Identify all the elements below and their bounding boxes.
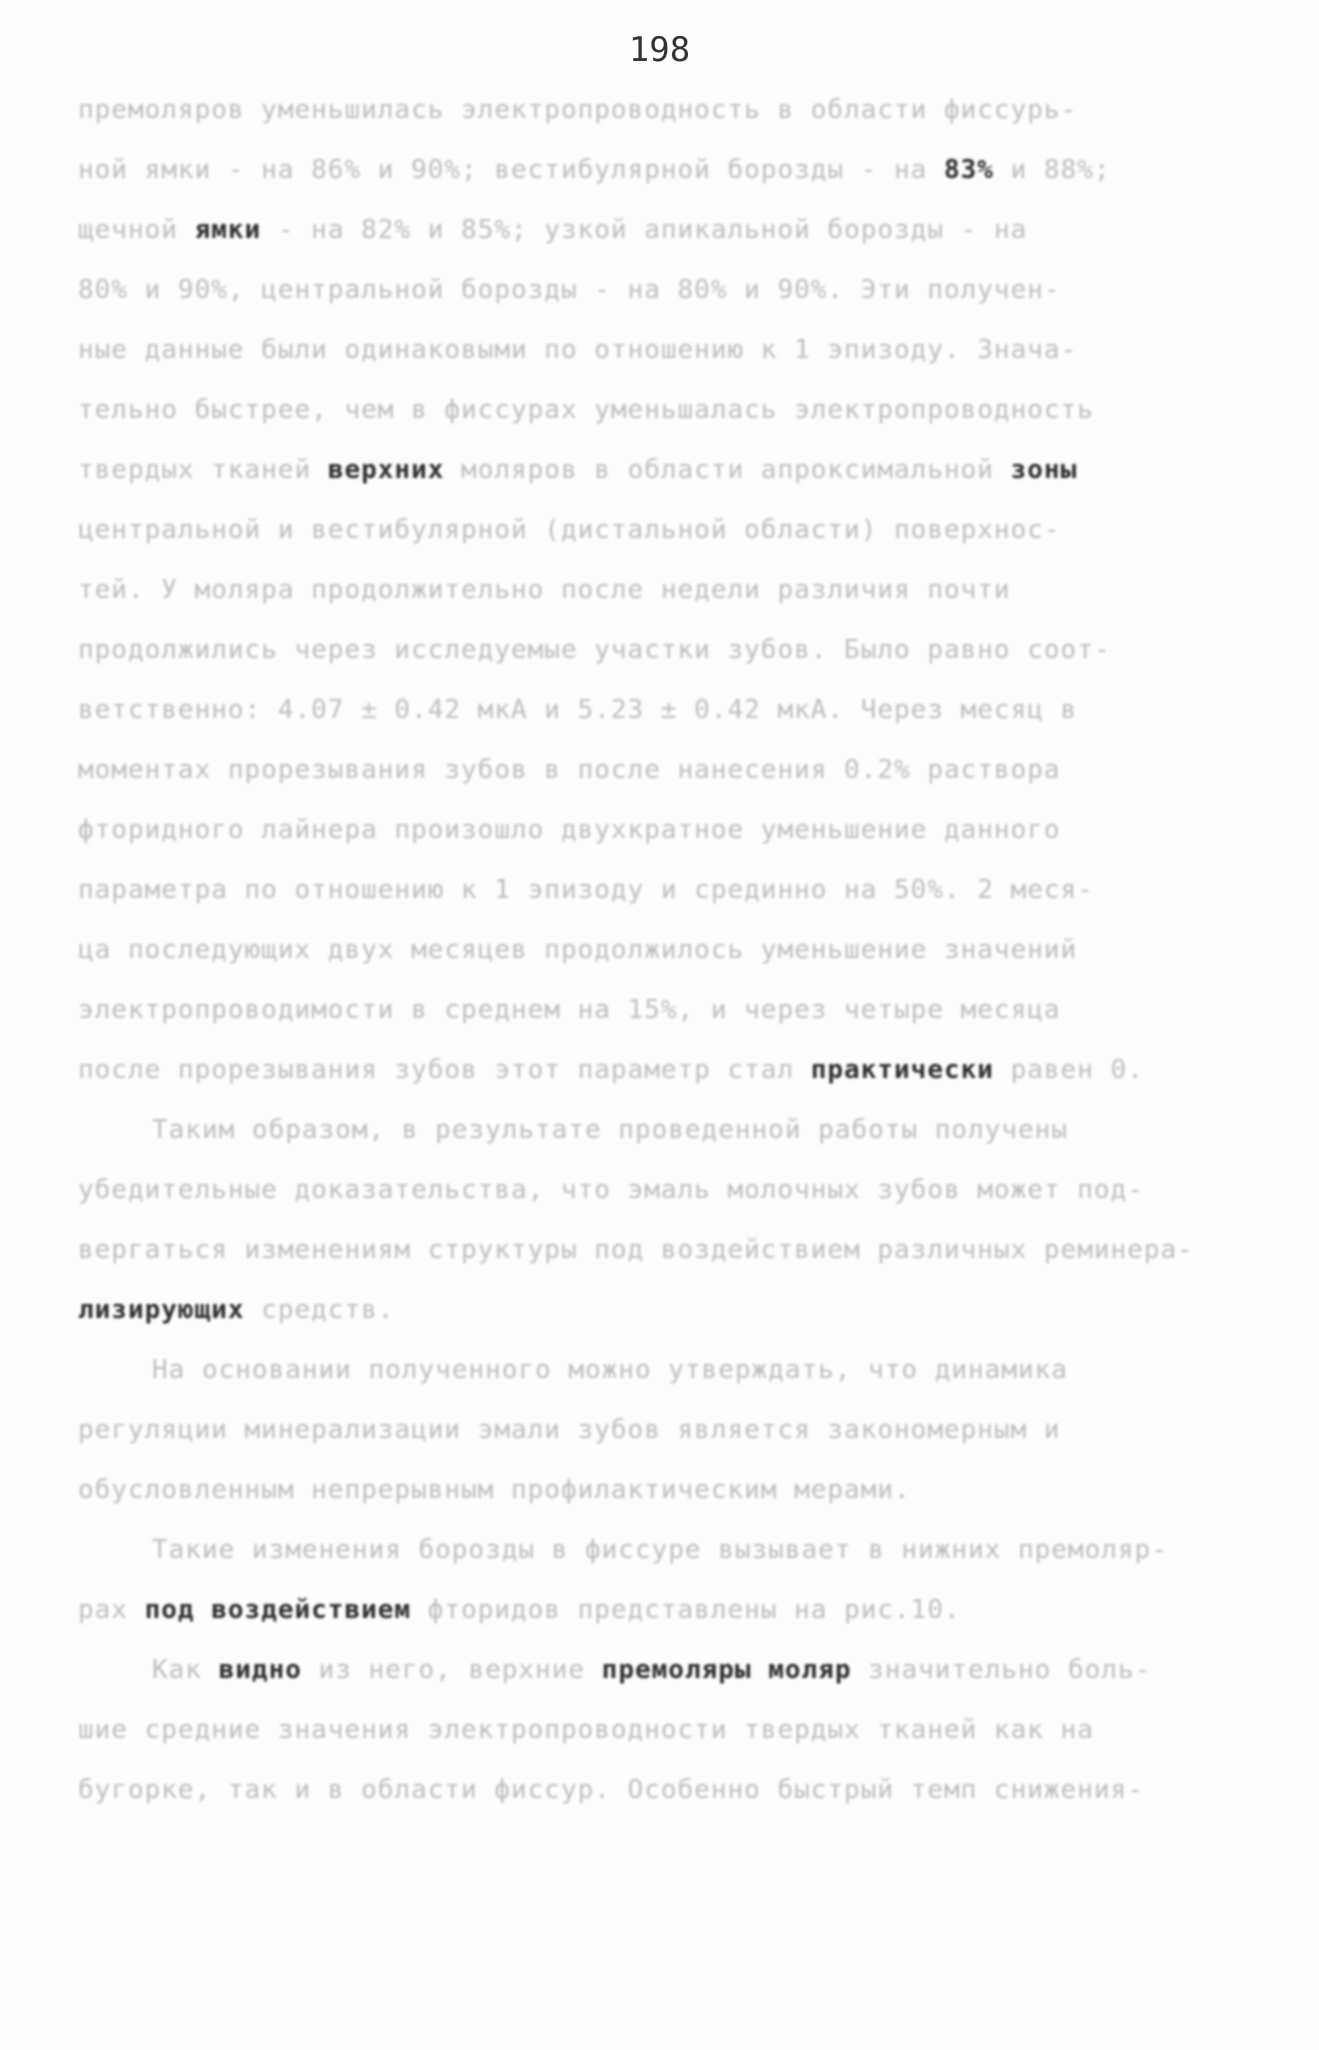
text-line: тей. У моляра продолжительно после недели различия почти — [78, 575, 1011, 605]
text-line: лизирующих средств. — [78, 1295, 395, 1325]
text-line: ветственно: 4.07 ± 0.42 мкА и 5.23 ± 0.42 мкА. Через месяц в — [78, 695, 1078, 725]
highlight-text: практически — [810, 1055, 994, 1085]
text-line: тельно быстрее, чем в фиссурах уменьшалась электропроводность — [78, 395, 1094, 425]
text-line: щечной ямки - на 82% и 85%; узкой апикальной борозды - на — [78, 215, 1028, 245]
highlight-text: ямки — [194, 215, 262, 245]
text-line: ной ямки - на 86% и 90%; вестибулярной борозды - на 83% и 88%; — [78, 155, 1111, 185]
text-line: ца последующих двух месяцев продолжилось уменьшение значений — [78, 935, 1078, 965]
page-number: 198 — [628, 30, 691, 70]
highlight-text: зоны — [1010, 455, 1078, 485]
highlight-text: 83% — [943, 155, 994, 185]
highlight-text: видно — [218, 1655, 302, 1685]
text-line: На основании полученного можно утверждать, что динамика — [152, 1355, 1068, 1385]
text-line: фторидного лайнера произошло двухкратное уменьшение данного — [78, 815, 1061, 845]
text-line: рах под воздействием фторидов представлены на рис.10. — [78, 1595, 961, 1625]
highlight-text: премоляры моляр — [601, 1655, 852, 1685]
text-line: Как видно из него, верхние премоляры моляр значительно боль- — [152, 1655, 1152, 1685]
text-line: продолжились через исследуемые участки зубов. Было равно соот- — [78, 635, 1111, 665]
text-line: моментах прорезывания зубов в после нанесения 0.2% раствора — [78, 755, 1061, 785]
text-line: центральной и вестибулярной (дистальной области) поверхнос- — [78, 515, 1061, 545]
text-line: шие средние значения электропроводности твердых тканей как на — [78, 1715, 1094, 1745]
text-line: обусловленным непрерывным профилактическим мерами. — [78, 1475, 911, 1505]
text-line: 80% и 90%, центральной борозды - на 80% и 90%. Эти получен- — [78, 275, 1061, 305]
highlight-text: верхних — [327, 455, 445, 485]
text-line: Такие изменения борозды в фиссуре вызывает в нижних премоляр- — [152, 1535, 1168, 1565]
text-line: твердых тканей верхних моляров в области апроксимальной зоны — [78, 455, 1078, 485]
text-line: премоляров уменьшилась электропроводность в области фиссурь- — [78, 95, 1078, 125]
text-line: бугорке, так и в области фиссур. Особенно быстрый темп снижения- — [78, 1775, 1144, 1805]
text-line: регуляции минерализации эмали зубов является закономерным и — [78, 1415, 1061, 1445]
text-line: электропроводимости в среднем на 15%, и через четыре месяца — [78, 995, 1061, 1025]
text-line: вергаться изменениям структуры под воздействием различных реминера- — [78, 1235, 1194, 1265]
highlight-text: лизирующих — [78, 1295, 245, 1325]
highlight-text: под воздействием — [144, 1595, 412, 1625]
text-line: убедительные доказательства, что эмаль молочных зубов может под- — [78, 1175, 1144, 1205]
text-line: ные данные были одинаковыми по отношению к 1 эпизоду. Знача- — [78, 335, 1078, 365]
text-line: параметра по отношению к 1 эпизоду и срединно на 50%. 2 меся- — [78, 875, 1094, 905]
text-line: после прорезывания зубов этот параметр стал практически равен 0. — [78, 1055, 1144, 1085]
text-line: Таким образом, в результате проведенной работы получены — [152, 1115, 1068, 1145]
